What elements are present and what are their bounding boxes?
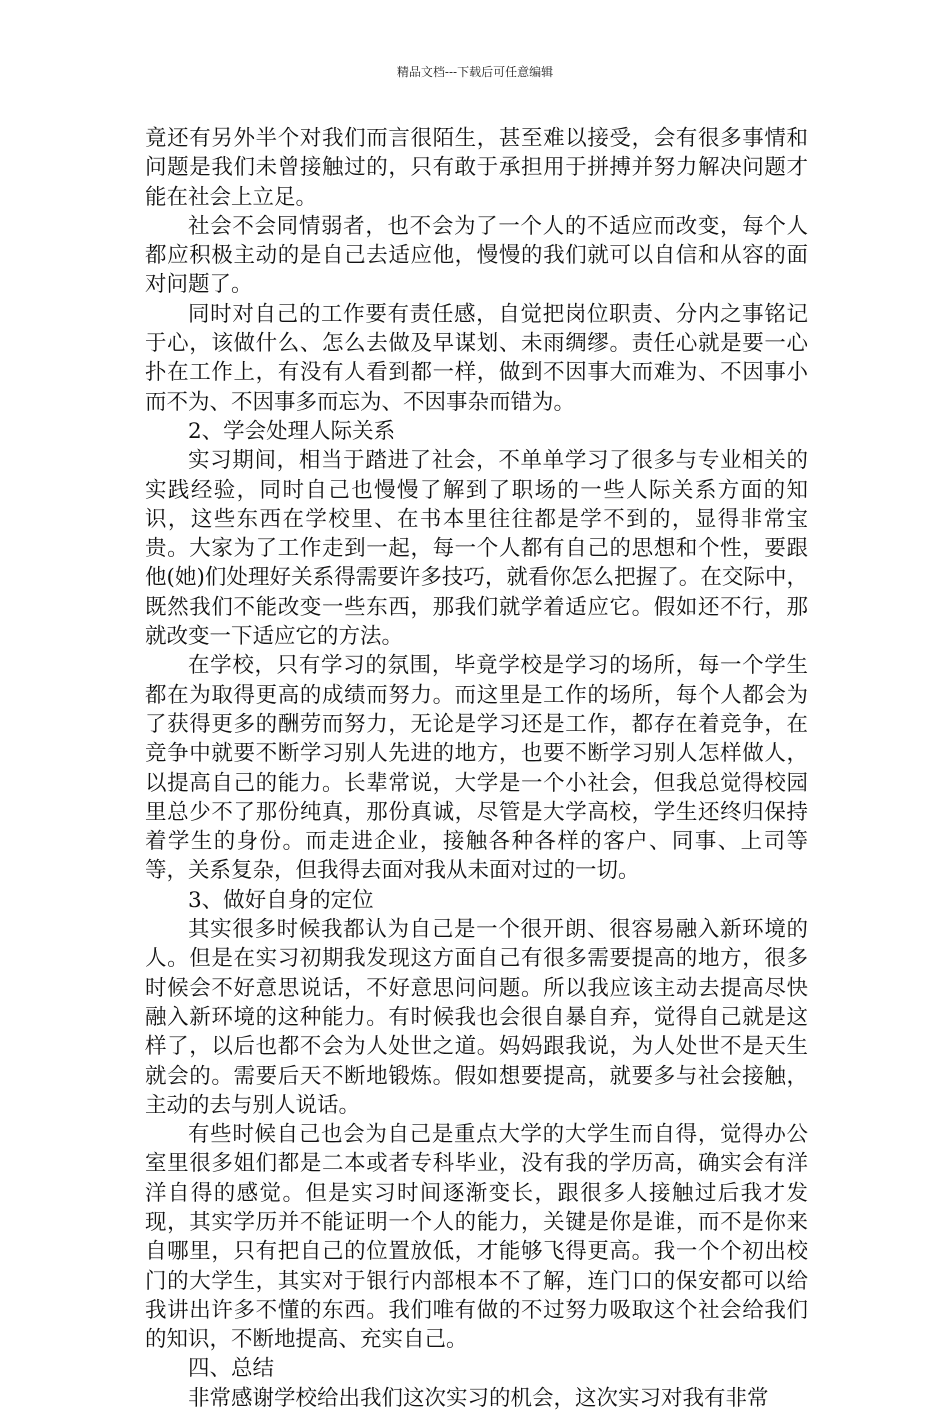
paragraph: 有些时候自己也会为自己是重点大学的大学生而自得，觉得办公室里很多姐们都是二本或者专科毕业，没有我的学历高，确实会有洋洋自得的感觉。但是实习时间逐渐变长，跟很多人接触过后我才发现，其实学历并不能证明一个人的能力，关键是你是谁，而不是你来自哪里，只有把自己的位置放低，才能够飞得更高。我一个个初出校门的大学生，其实对于银行内部根本不了解，连门口的保安都可以给我讲出许多不懂的东西。我们唯有做的不过努力吸取这个社会给我们的知识，不断地提高、充实自己。 — [145, 1122, 808, 1353]
paragraph: 实习期间，相当于踏进了社会，不单单学习了很多与专业相关的实践经验，同时自己也慢慢了解到了职场的一些人际关系方面的知识，这些东西在学校里、在书本里往往都是学不到的，显得非常宝贵。大家为了工作走到一起，每一个人都有自己的思想和个性，要跟他(她)们处理好关系得需要许多技巧，就看你怎么把握了。在交际中，既然我们不能改变一些东西，那我们就学着适应它。假如还不行，那就改变一下适应它的方法。 — [145, 448, 808, 650]
paragraph: 其实很多时候我都认为自己是一个很开朗、很容易融入新环境的人。但是在实习初期我发现这方面自己有很多需要提高的地方，很多时候会不好意思说话，不好意思问问题。所以我应该主动去提高尽快融入新环境的这种能力。有时候我也会很自暴自弃，觉得自己就是这样了，以后也都不会为人处世之道。妈妈跟我说，为人处世不是天生就会的。需要后天不断地锻炼。假如想要提高，就要多与社会接触，主动的去与别人说话。 — [145, 917, 808, 1118]
section-heading: 3、做好自身的定位 — [188, 887, 374, 913]
paragraph: 在学校，只有学习的氛围，毕竟学校是学习的场所，每一个学生都在为取得更高的成绩而努力。而这里是工作的场所，每个人都会为了获得更多的酬劳而努力，无论是学习还是工作，都存在着竞争，在竞争中就要不断学习别人先进的地方，也要不断学习别人怎样做人，以提高自己的能力。长辈常说，大学是一个小社会，但我总觉得校园里总少不了那份纯真，那份真诚，尽管是大学高校，学生还终归保持着学生的身份。而走进企业，接触各种各样的客户、同事、上司等等，关系复杂，但我得去面对我从未面对过的一切。 — [145, 653, 808, 884]
page-header: 精品文档---下载后可任意编辑 — [396, 65, 554, 79]
paragraph: 社会不会同情弱者，也不会为了一个人的不适应而改变，每个人都应积极主动的是自己去适应他，慢慢的我们就可以自信和从容的面对问题了。 — [145, 213, 808, 298]
section-heading: 四、总结 — [188, 1356, 275, 1382]
document-body — [145, 124, 808, 1413]
paragraph-continued: 竟还有另外半个对我们而言很陌生，甚至难以接受，会有很多事情和问题是我们未曾接触过的，只有敢于承担用于拼搏并努力解决问题才能在社会上立足。 — [145, 126, 808, 210]
paragraph: 同时对自己的工作要有责任感，自觉把岗位职责、分内之事铭记于心，该做什么、怎么去做及早谋划、未雨绸缪。责任心就是要一心扑在工作上，有没有人看到都一样，做到不因事大而难为、不因事小而不为、不因事多而忘为、不因事杂而错为。 — [145, 301, 808, 415]
section-heading: 2、学会处理人际关系 — [188, 418, 396, 444]
paragraph: 非常感谢学校给出我们这次实习的机会，这次实习对我有非常 — [188, 1385, 769, 1411]
